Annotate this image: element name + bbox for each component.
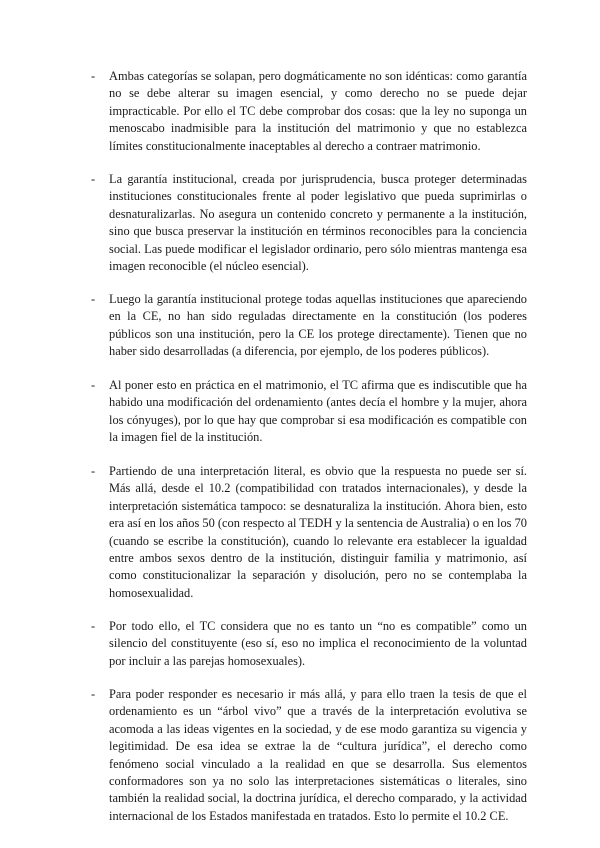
bullet-item <box>91 377 527 447</box>
bullet-dash: - <box>91 687 96 701</box>
bullet-item <box>91 68 527 155</box>
paragraph-text: La garantía institucional, creada por jurisprudencia, busca proteger determinadas instituciones constitucionales frente al poder legislativo que pueda suprimirlas o desnaturalizarlas. No asegura un contenido concreto y permanente a la institución, sino que busca preservar la institución en términos reconocibles para la conciencia social. Las puede modificar el legislador ordinario, pero sólo mientras mantenga esa imagen reconocible (el núcleo esencial). <box>109 172 527 274</box>
paragraph-text: Partiendo de una interpretación literal, es obvio que la respuesta no puede ser sí. Más allá, desde el 10.2 (compatibilidad con tratados internacionales), y desde la interpretación sistemática tampoco: se desnaturaliza la institución. Ahora bien, esto era así en los años 50 (con respecto al TEDH y la sentencia de Australia) o en los 70 (cuando se escribe la constitución), cuando lo relevante era establecer la igualdad entre ambos sexos dentro de la institución, distinguir familia y matrimonio, así como constitucionalizar la separación y disolución, pero no se contemplaba la homosexualidad. <box>109 464 527 600</box>
bullet-item <box>91 686 527 825</box>
bullet-item <box>91 618 527 670</box>
bullet-item <box>91 463 527 602</box>
bullet-dash: - <box>91 378 96 392</box>
bullet-dash: - <box>91 172 96 186</box>
bullet-dash: - <box>91 292 96 306</box>
bullet-item <box>91 291 527 361</box>
bullet-dash: - <box>91 619 96 633</box>
paragraph-text: Por todo ello, el TC considera que no es tanto un “no es compatible” como un silencio del constituyente (eso sí, eso no implica el reconocimiento de la voluntad por incluir a las parejas homosexuales). <box>109 619 527 668</box>
bullet-dash: - <box>91 69 96 83</box>
paragraph-text: Luego la garantía institucional protege todas aquellas instituciones que apareciendo en la CE, no han sido reguladas directamente en la constitución (los poderes públicos son una institución, pero la CE los protege directamente). Tienen que no haber sido desarrolladas (a diferencia, por ejemplo, de los poderes públicos). <box>109 292 527 359</box>
paragraph-text: Ambas categorías se solapan, pero dogmáticamente no son idénticas: como garantía no se debe alterar su imagen esencial, y como derecho no se puede dejar impracticable. Por ello el TC debe comprobar dos cosas: que la ley no suponga un menoscabo inadmisible para la institución del matrimonio y que no establezca límites constitucionalmente inaceptables al derecho a contraer matrimonio. <box>109 69 527 153</box>
paragraph-text: Para poder responder es necesario ir más allá, y para ello traen la tesis de que el ordenamiento es un “árbol vivo” que a través de la interpretación evolutiva se acomoda a las ideas vigentes en la sociedad, y de ese modo garantiza su vigencia y legitimidad. De esa idea se extrae la de “cultura jurídica”, el derecho como fenómeno social vinculado a la realidad en que se desarrolla. Sus elementos conformadores son ya no solo las interpretaciones sistemáticas o literales, sino también la realidad social, la doctrina jurídica, el derecho comparado, y la actividad internacional de los Estados manifestada en tratados. Esto lo permite el 10.2 CE. <box>109 687 527 823</box>
paragraph-text: Al poner esto en práctica en el matrimonio, el TC afirma que es indiscutible que ha habido una modificación del ordenamiento (antes decía el hombre y la mujer, ahora los cónyuges), por lo que hay que comprobar si esa modificación es compatible con la imagen fiel de la institución. <box>109 378 527 445</box>
bullet-item <box>91 171 527 275</box>
bullet-dash: - <box>91 464 96 478</box>
